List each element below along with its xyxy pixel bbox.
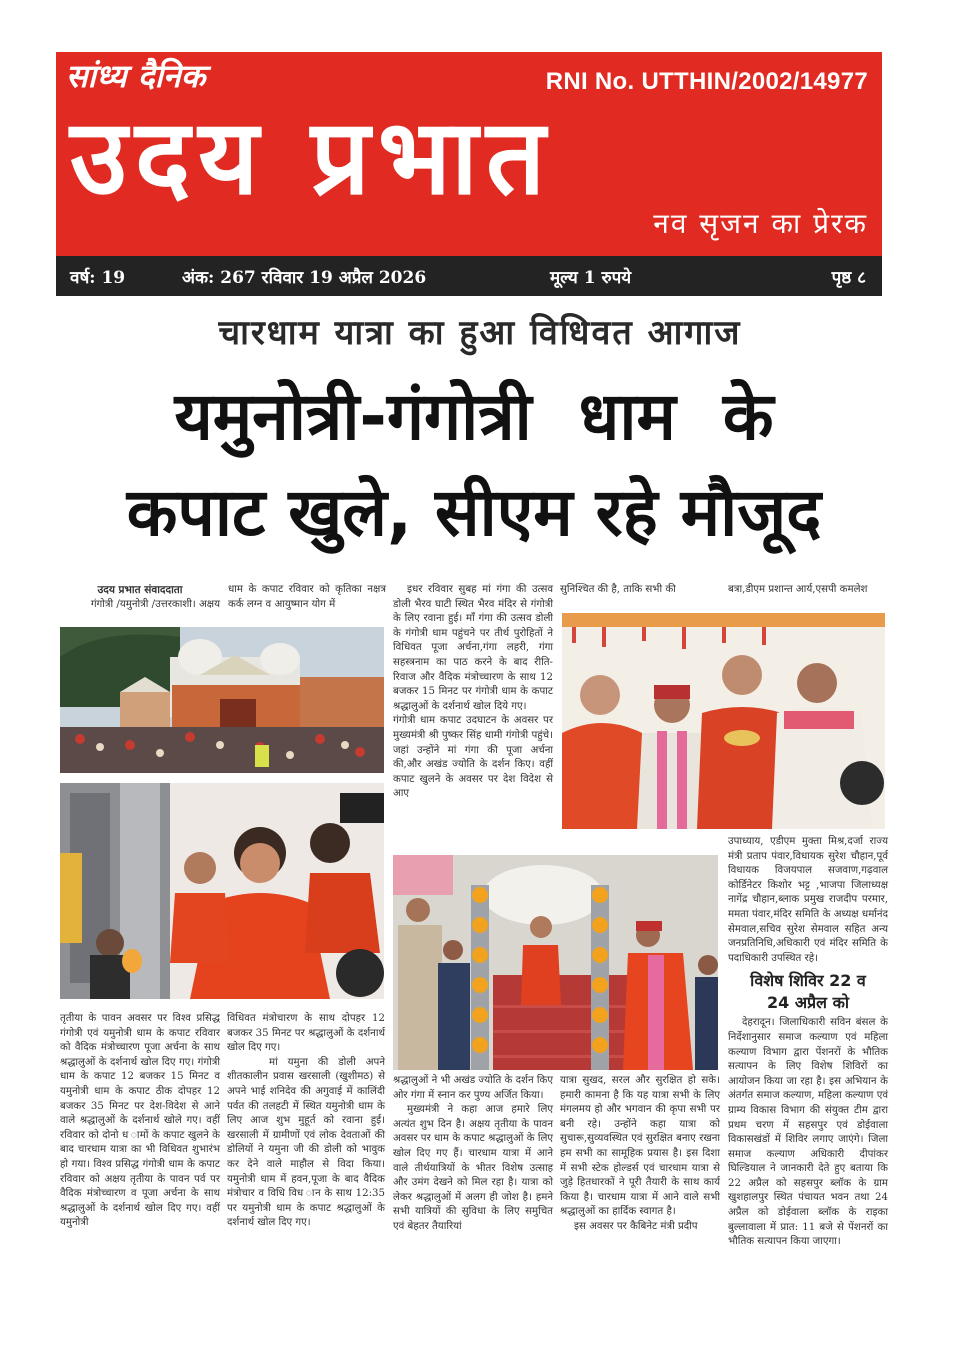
col4-bottom-paragraph-2: इस अवसर पर कैबिनेट मंत्री प्रदीप bbox=[574, 1220, 698, 1232]
dateline: गंगोत्री /यमुनोत्री /उत्तरकाशी। अक्षय bbox=[90, 598, 220, 610]
col5-top-text: बत्रा,डीएम प्रशान्त आर्य,एसपी कमलेश bbox=[728, 584, 868, 595]
col1-bottom-text: तृतीया के पावन अवसर पर विश्व प्रसिद्ध गंगोत्री एवं यमुनोत्री धाम के कपाट रविवार को वैदिक मंत्रोच्चारण पूजा अर्चना के साथ श्रद्धालुओं के दर्शनार्थ खोल दिए गए। गंगोत्री धाम के कपाट 12 बजकर 15 मिनट व यमुनोत्री धाम के कपाट ठीक दोपहर 12 बजकर 35 मिनट पर देश-विदेश से आने वाले श्रद्धालुओं के दर्शनार्थ खोले गए। वहीं रविवार को दोनो ध ामों के कपाट खुलने के बाद चारधाम यात्रा का भी विधिवत शुभारंभ हो गया। विश्व प्रसिद्ध गंगोत्री धाम के कपाट रविवार को अक्षय तृतीया के पावन पर्व पर वैदिक मंत्रोच्चारण व पूजा अर्चना के साथ श्रद्धालुओं के दर्शनार्थ खोल दिए गए। वहीं यमुनोत्री bbox=[60, 1013, 220, 1229]
leaders-group-image bbox=[562, 613, 885, 829]
byline: उदय प्रभात संवाददाता bbox=[97, 584, 183, 596]
side-story-headline bbox=[728, 970, 888, 1014]
masthead-kicker: सांध्य दैनिक bbox=[66, 57, 206, 95]
issue-price: मूल्य 1 रुपये bbox=[550, 268, 632, 288]
cm-aarti-image bbox=[60, 783, 384, 999]
side-story-headline-line-1: विशेष शिविर 22 व bbox=[750, 971, 866, 991]
column-4-bottom bbox=[560, 1074, 720, 1235]
side-story-body: देहरादून। जिलाधिकारी सविन बंसल के निर्देशानुसार समाज कल्याण एवं महिला कल्याण विभाग द्वारा पेंशनरों के भौतिक सत्यापन के लिए विशेष शिविरों का आयोजन किया जा रहा है। इस अभियान के अंतर्गत समाज कल्याण, महिला कल्याण एवं ग्राम्य विकास विभाग की संयुक्त टीम द्वारा प्रथम चरण में सहसपुर एवं डोईवाला विकासखंडों में शिविर लगाए जाएंगे। जिला समाज कल्याण अधिकारी दीपांकर घिल्डियाल ने जानकारी देते हुए बताया कि 22 अप्रैल को सहसपुर ब्लॉक के ग्राम खुशहालपुर स्थित पंचायत भवन तथा 24 अप्रैल को डोईवाला ब्लॉक के राइका बुल्लावाला में प्रात: 11 बजे से पेंशनरों का भौतिक सत्यापन किया जाएगा। bbox=[728, 1017, 888, 1248]
column-5-mid bbox=[728, 835, 888, 1250]
col3-bottom-paragraph-1: श्रद्धालुओं ने भी अखंड ज्योति के दर्शन किए ओर गंगा में स्नान कर पुण्य अर्जित किया। bbox=[393, 1075, 553, 1101]
newspaper-tagline: नव सृजन का प्रेरक bbox=[653, 207, 868, 240]
article-kicker: चारधाम यात्रा का हुआ विधिवत आगाज bbox=[218, 313, 742, 353]
procession-image bbox=[393, 855, 718, 1070]
article-headline-line-2: कपाट खुले, सीएम रहे मौजूद bbox=[126, 474, 822, 551]
col5-officials-list: उपाध्याय, एडीएम मुक्ता मिश्र,दर्जा राज्य मंत्री प्रताप पंवार,विधायक सुरेश चौहान,पूर्व विधायक विजयपाल सजवाण,गढ़वाल कोर्डिनेटर किशोर भट्ट ,भाजपा जिलाध्यक्ष नागेंद्र चौहान,ब्लाक प्रमुख राजदीप परमार, ममता पंवार,मंदिर समिति के अध्यक्ष धर्मानंद सेमवाल,सचिव सुरेश सेमवाल सहित अन्य जनप्रतिनिधि,अधिकारी एवं मंदिर समिति के पदाधिकारी उपस्थित रहे। bbox=[728, 836, 888, 964]
column-1-top bbox=[60, 583, 220, 612]
temple-crowd-image bbox=[60, 627, 384, 773]
side-story-headline-line-2: 24 अप्रैल को bbox=[766, 993, 849, 1013]
col4-top-text: सुनिश्चित की है, ताकि सभी की bbox=[560, 584, 676, 595]
col3-bottom-paragraph-2: मुख्यमंत्री ने कहा आज हमारे लिए अत्यंत शुभ दिन है। अक्षय तृतीया के पावन अवसर पर धाम के कपाट श्रद्धालुओं के लिए खोल दिए गए हैं। चारधाम यात्रा में आने वाले तीर्थयात्रियों के भीतर विशेष उत्साह और उमंग देखने को मिल रहा है। यात्रा को लेकर श्रद्धालुओं में अलग ही जोश है। हमने सभी यात्रियों की सुविधा के लिए समुचित एवं बेहतर तैयारियां bbox=[393, 1104, 553, 1232]
col4-bottom-paragraph-1: यात्रा सुखद, सरल और सुरक्षित हो सके। हमारी कामना है कि यह यात्रा सभी के लिए मंगलमय हो और भगवान की कृपा सभी पर बनी रहे। उन्होंने कहा यात्रा को सुचारू,सुव्यवस्थित एवं सुरक्षित बनाए रखना हम सभी का सामूहिक प्रयास है। इस दिशा में सभी स्टेक होल्डर्स एवं चारधाम यात्रा से जुड़े हितधारकों ने पूरी तैयारी के साथ कार्य किया है। चारधाम यात्रा में आने वाले सभी श्रद्धालुओं का हार्दिक स्वागत है। bbox=[560, 1075, 720, 1218]
issue-year: वर्ष: 19 bbox=[70, 268, 126, 288]
column-1-bottom bbox=[60, 1012, 220, 1231]
column-4-top bbox=[560, 583, 720, 598]
masthead bbox=[56, 52, 882, 256]
rni-number: RNI No. UTTHIN/2002/14977 bbox=[545, 68, 868, 95]
page-number: पृष्ठ ८ bbox=[831, 268, 866, 288]
column-5-top bbox=[728, 583, 888, 598]
issue-number-date: अंक: 267 रविवार 19 अप्रैल 2026 bbox=[182, 268, 427, 288]
col2-bottom-paragraph-1: विधिवत मंत्रोचारण के साथ दोपहर 12 बजकर 35 मिनट पर श्रद्धालुओं के दर्शनार्थ खोल दिए गए। bbox=[227, 1013, 385, 1054]
column-3-top bbox=[393, 583, 553, 802]
column-2-bottom bbox=[227, 1012, 385, 1231]
col2-bottom-paragraph-2: मां यमुना की डोली अपने शीतकालीन प्रवास खरसाली (खुशीमठ) से अपने भाई शनिदेव की अगुवाई में कालिंदी पर्वत की तलहटी में स्थित यमुनोत्री धाम के लिए आज शुभ मुहूर्त को रवाना हुई। खरसाली में ग्रामीणों एवं लोक देवताओं की डोलियों ने यमुना जी की डोली को भावुक कर देने वाले माहौल से विदा किया। यमुनोत्री धाम में हवन,पूजा के बाद वैदिक मंत्रोचार व विधि विध ान के साथ 12:35 पर यमुनोत्री धाम के कपाट श्रद्धालुओं के दर्शनार्थ खोल दिए गए। bbox=[227, 1056, 385, 1229]
photo-gangotri-temple bbox=[60, 627, 384, 773]
photo-leaders-group bbox=[562, 613, 885, 829]
col3-paragraph-2: गंगोत्री धाम कपाट उदघाटन के अवसर पर मुख्यमंत्री श्री पुष्कर सिंह धामी गंगोत्री पहुंचे। जहां उन्होंने मां गंगा की पूजा अर्चना की,और अखंड ज्योति के दर्शन किए। वहीं कपाट खुलने के अवसर पर देश विदेश से आए bbox=[393, 715, 553, 800]
article-headline-line-1: यमुनोत्री-गंगोत्री धाम के bbox=[174, 378, 774, 455]
issue-info-bar bbox=[56, 256, 882, 296]
column-2-top bbox=[228, 583, 386, 612]
photo-cm-aarti bbox=[60, 783, 384, 999]
col3-paragraph-1: इधर रविवार सुबह मां गंगा की उत्सव डोली भैरव घाटी स्थित भैरव मंदिर से गंगोत्री के लिए रवाना हुई। माँ गंगा की उत्सव डोली के गंगोत्री धाम पहुंचने पर तीर्थ पुरोहितों ने विधिवत पूजा अर्चना,गंगा लहरी, गंगा सहस्त्रनाम का पाठ करने के बाद रीति-रिवाज और वैदिक मंत्रोच्चारण के साथ 12 बजकर 15 मिनट पर गंगोत्री धाम के कपाट श्रद्धालुओं के दर्शनार्थ खोल दिये गए। bbox=[393, 584, 553, 712]
photo-procession bbox=[393, 855, 718, 1070]
col2-top-text: धाम के कपाट रविवार को कृतिका नक्षत्र कर्क लग्न व आयुष्मान योग में bbox=[228, 584, 386, 610]
newspaper-title: उदय प्रभात bbox=[70, 96, 554, 218]
column-3-bottom bbox=[393, 1074, 553, 1235]
